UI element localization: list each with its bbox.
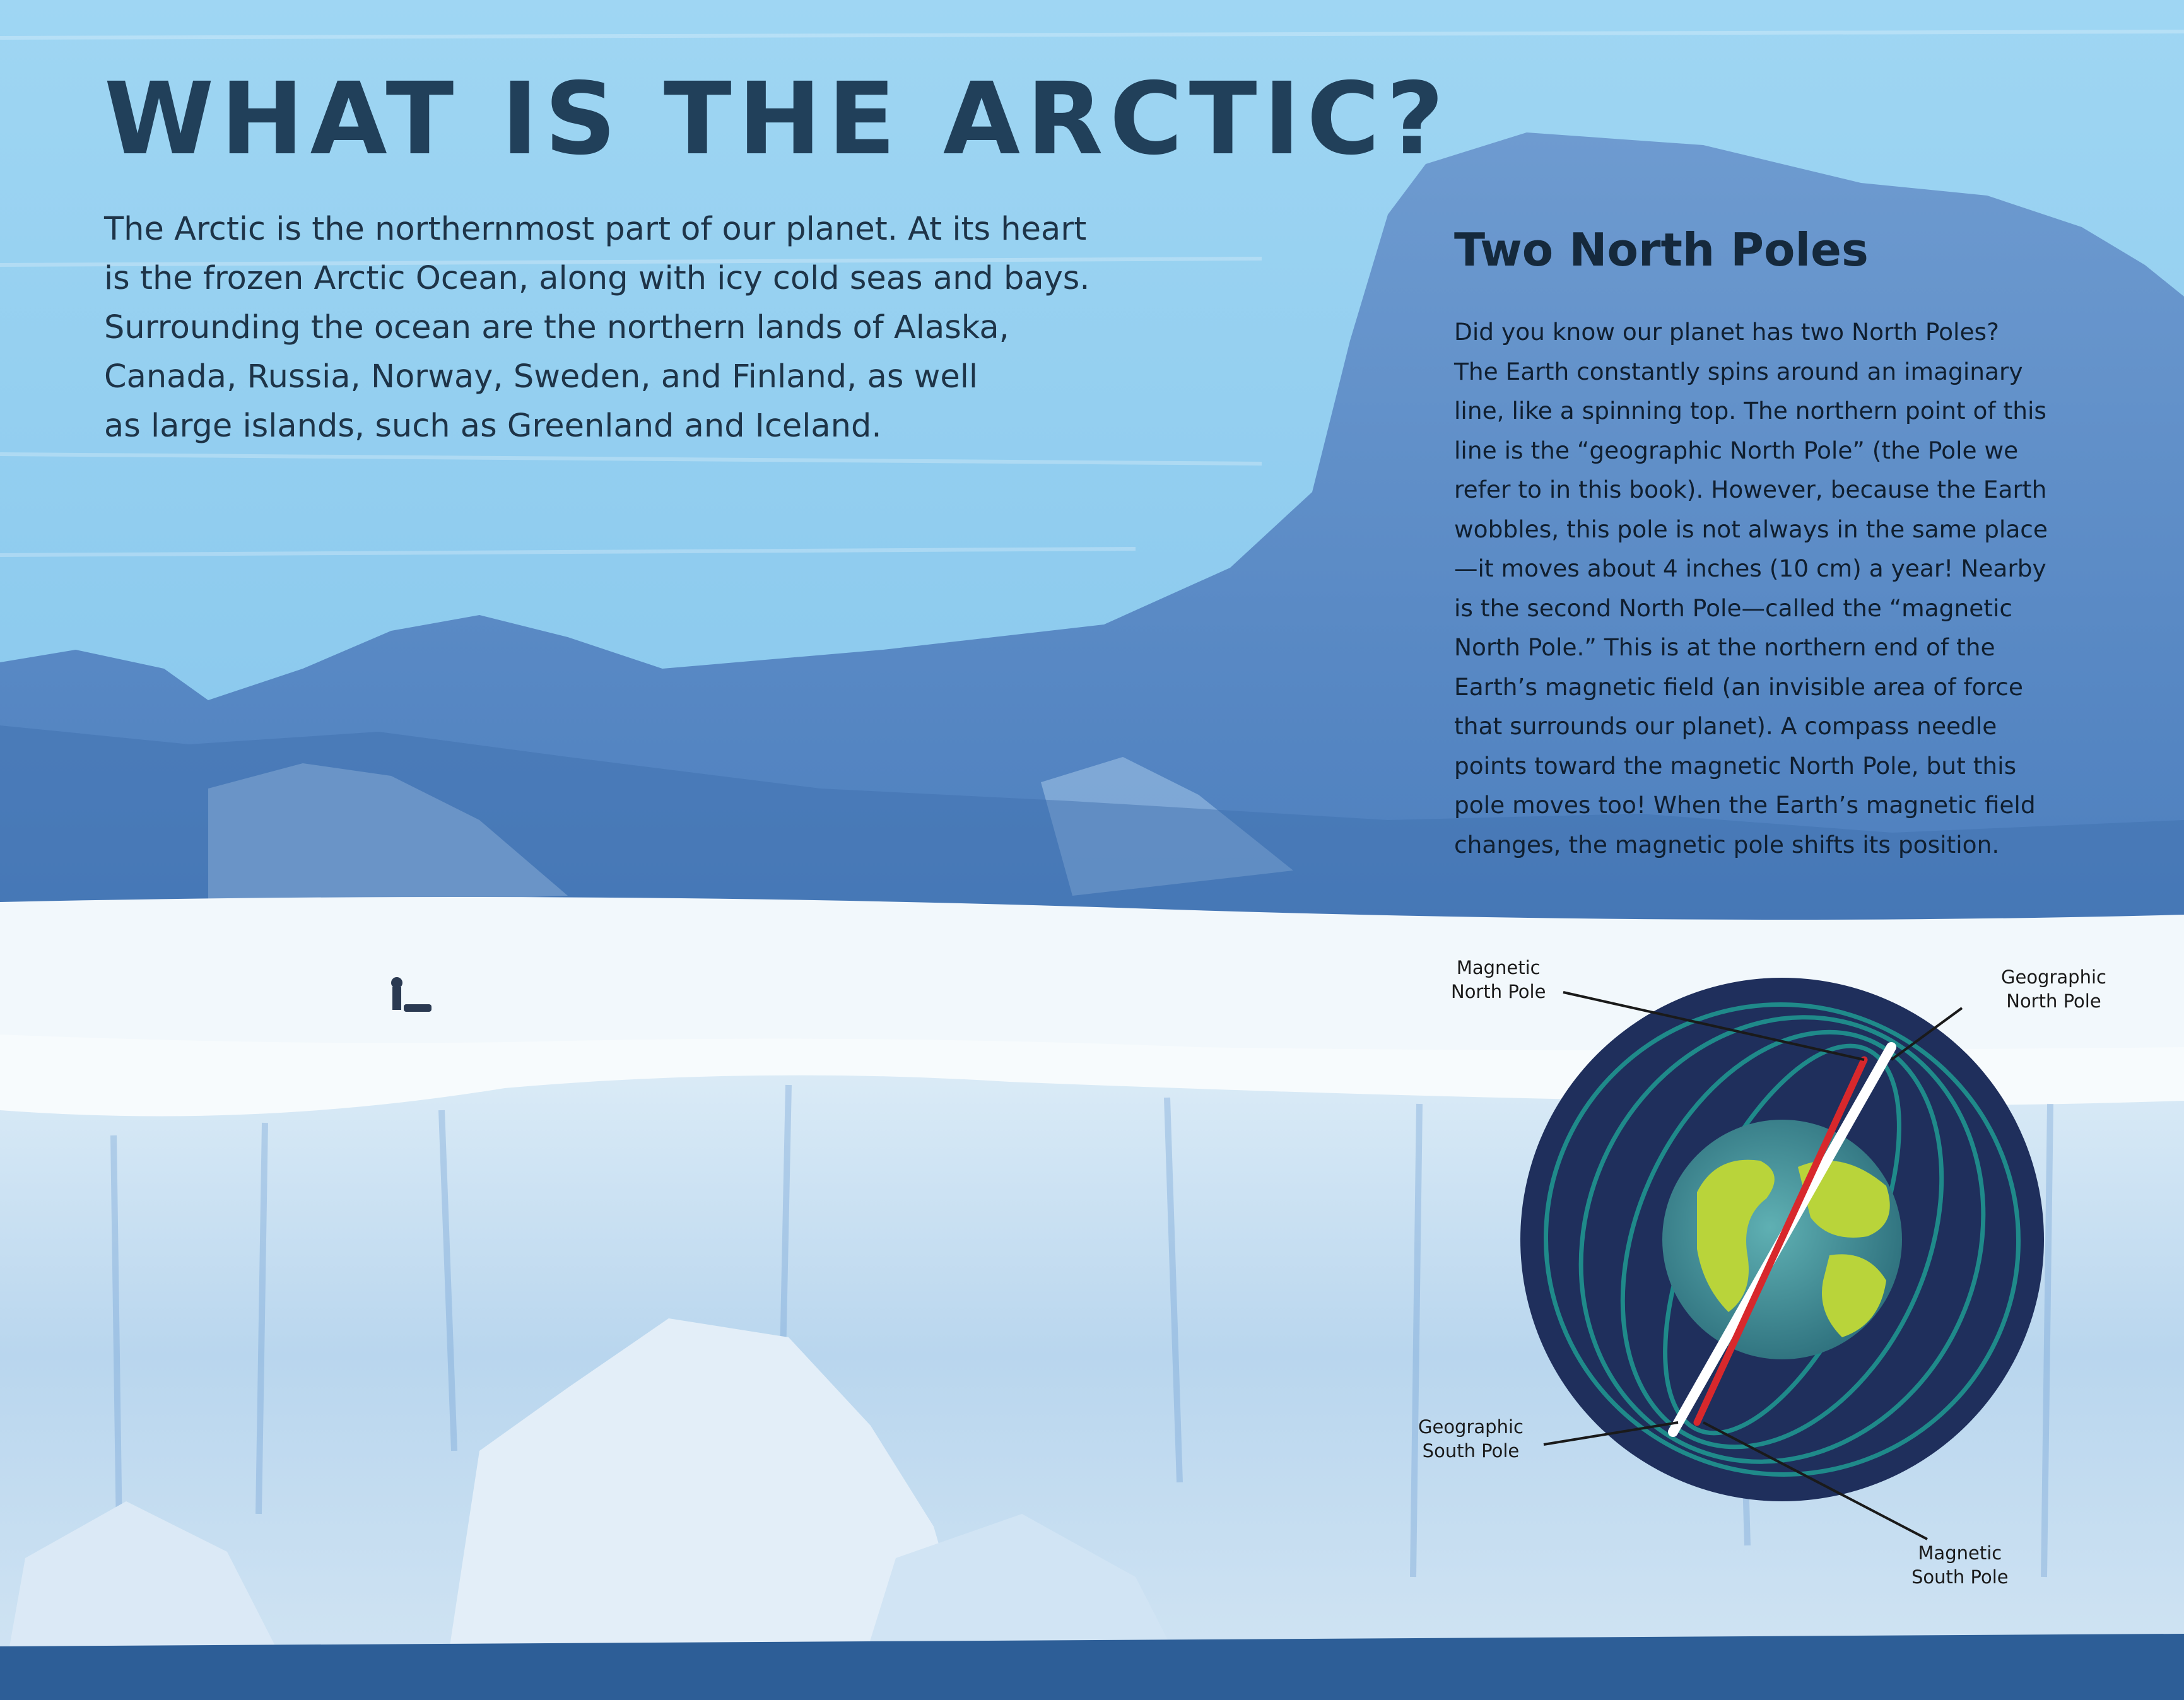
sidebar-line: is the second North Pole—called the “magnetic xyxy=(1454,594,2013,622)
intro-line: Surrounding the ocean are the northern lands of Alaska, xyxy=(104,309,1009,346)
sidebar-line: pole moves too! When the Earth’s magnetic field xyxy=(1454,791,2036,819)
sidebar-line: North Pole.” This is at the northern end of the xyxy=(1454,633,1995,661)
sidebar-paragraph xyxy=(1454,312,2161,864)
sidebar-title: Two North Poles xyxy=(1454,223,1869,276)
intro-line: is the frozen Arctic Ocean, along with icy cold seas and bays. xyxy=(104,260,1090,297)
sidebar-line: that surrounds our planet). A compass needle xyxy=(1454,712,1997,740)
sidebar-line: changes, the magnetic pole shifts its position. xyxy=(1454,830,2000,859)
page-title: WHAT IS THE ARCTIC? xyxy=(104,61,1450,177)
intro-paragraph xyxy=(104,205,1177,451)
sidebar-line: line, like a spinning top. The northern point of this xyxy=(1454,397,2046,425)
geographic-south-pole-label xyxy=(1418,1415,1524,1463)
label-line: Geographic xyxy=(2001,966,2106,988)
sidebar-line: —it moves about 4 inches (10 cm) a year! Nearby xyxy=(1454,554,2046,582)
label-line: South Pole xyxy=(1422,1440,1520,1462)
label-line: Magnetic xyxy=(1918,1542,2002,1564)
sidebar-line: refer to in this book). However, because the Earth xyxy=(1454,476,2047,503)
sidebar-line: points toward the magnetic North Pole, but this xyxy=(1454,751,2017,780)
sidebar-line: Earth’s magnetic field (an invisible area of force xyxy=(1454,672,2023,701)
sidebar-line: Did you know our planet has two North Poles? xyxy=(1454,318,1999,346)
sidebar-line: line is the “geographic North Pole” (the Pole we xyxy=(1454,436,2019,464)
label-line: South Pole xyxy=(1911,1566,2009,1588)
geographic-north-pole-label xyxy=(2001,965,2106,1013)
magnetic-north-pole-label xyxy=(1451,956,1546,1004)
magnetic-south-pole-label xyxy=(1911,1541,2009,1589)
label-line: North Pole xyxy=(2006,990,2101,1012)
sidebar-line: wobbles, this pole is not always in the same place xyxy=(1454,515,2048,543)
label-line: Magnetic xyxy=(1456,957,1541,978)
sidebar-line: The Earth constantly spins around an imaginary xyxy=(1454,357,2023,385)
label-line: Geographic xyxy=(1418,1416,1524,1438)
label-line: North Pole xyxy=(1451,981,1546,1002)
intro-line: The Arctic is the northernmost part of our planet. At its heart xyxy=(104,211,1087,248)
intro-line: as large islands, such as Greenland and Iceland. xyxy=(104,407,882,445)
intro-line: Canada, Russia, Norway, Sweden, and Finland, as well xyxy=(104,358,978,396)
